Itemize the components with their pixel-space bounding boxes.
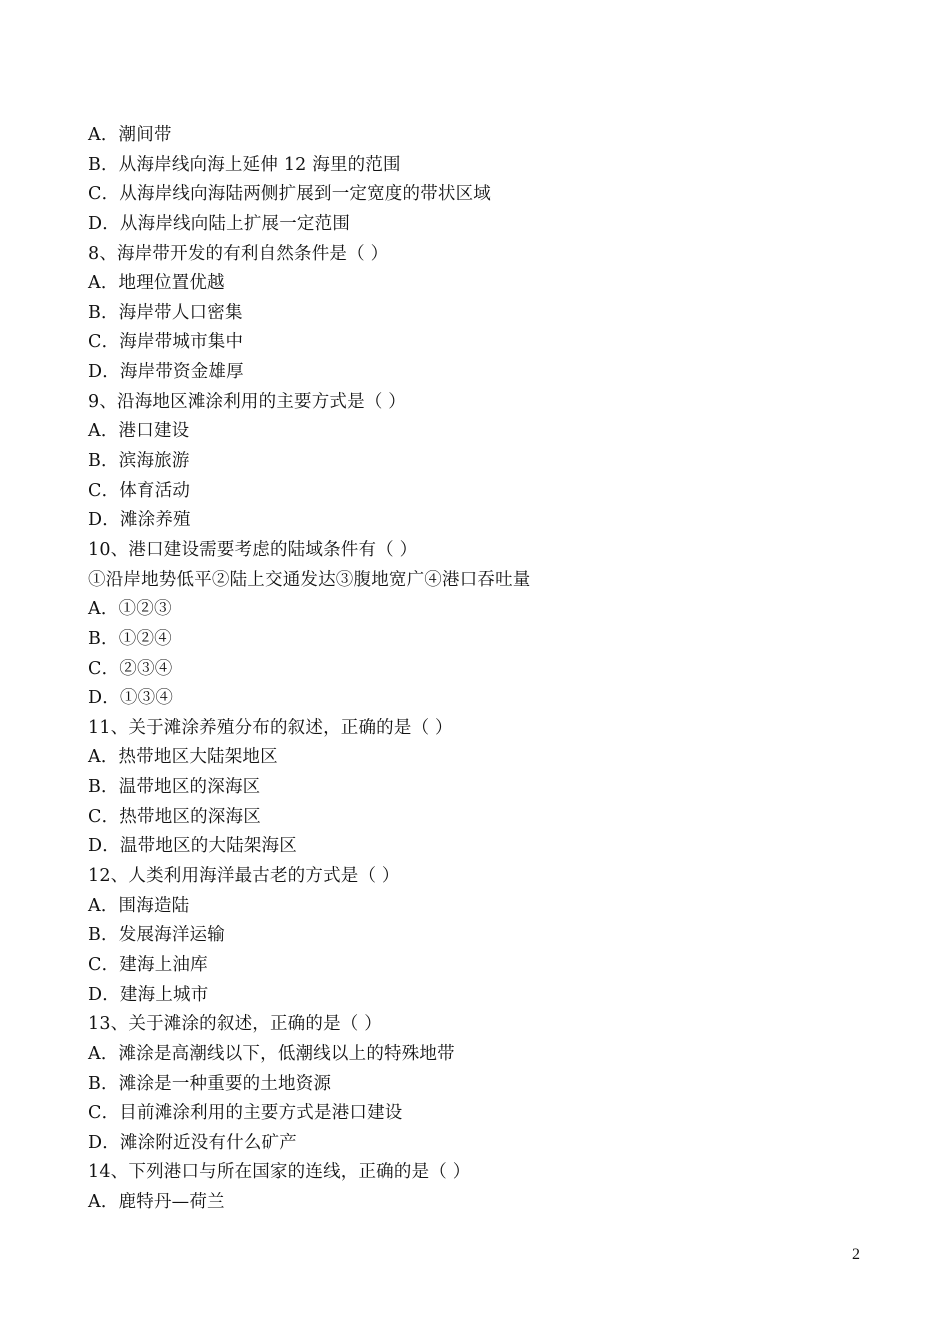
option-line: B．①②④ [88, 628, 172, 649]
option-line: C．体育活动 [88, 480, 191, 501]
option-line: D．建海上城市 [88, 984, 209, 1005]
question-line: 10、港口建设需要考虑的陆域条件有（ ） [88, 539, 418, 560]
option-line: A．①②③ [88, 599, 172, 620]
question-text-block [88, 121, 868, 1218]
option-line: B．海岸带人口密集 [88, 302, 243, 323]
option-line: C．②③④ [88, 658, 173, 679]
option-line: A．港口建设 [88, 421, 190, 442]
option-line: C．海岸带城市集中 [88, 332, 244, 353]
question-line: 13、关于滩涂的叙述，正确的是（ ） [88, 1014, 382, 1035]
option-line: B．发展海洋运输 [88, 925, 225, 946]
question-line: 11、关于滩涂养殖分布的叙述，正确的是（ ） [88, 717, 453, 738]
option-line: D．①③④ [88, 688, 174, 709]
option-line: C．目前滩涂利用的主要方式是港口建设 [88, 1103, 403, 1124]
question-line: 14、下列港口与所在国家的连线，正确的是（ ） [88, 1162, 471, 1183]
option-line: B．滨海旅游 [88, 451, 190, 472]
option-line: A．鹿特丹—荷兰 [88, 1192, 225, 1213]
option-line: A．热带地区大陆架地区 [88, 747, 278, 768]
option-line: C．从海岸线向海陆两侧扩展到一定宽度的带状区域 [88, 184, 491, 205]
option-line: A．潮间带 [88, 125, 172, 145]
question-line: 12、人类利用海洋最古老的方式是（ ） [88, 866, 400, 887]
page-number: 2 [852, 1246, 860, 1263]
option-line: C．建海上油库 [88, 954, 208, 975]
option-line: D．滩涂附近没有什么矿产 [88, 1132, 297, 1153]
option-line: B．从海岸线向海上延伸 12 海里的范围 [88, 154, 401, 175]
option-line: A．地理位置优越 [88, 273, 225, 294]
option-line: A．围海造陆 [88, 895, 190, 916]
option-line: D．海岸带资金雄厚 [88, 362, 244, 383]
option-line: B．温带地区的深海区 [88, 777, 261, 798]
option-line: D．从海岸线向陆上扩展一定范围 [88, 213, 351, 234]
option-line: D．滩涂养殖 [88, 510, 191, 531]
question-line: 8、海岸带开发的有利自然条件是（ ） [88, 243, 389, 264]
option-line: D．温带地区的大陆架海区 [88, 836, 297, 857]
option-line: B．滩涂是一种重要的土地资源 [88, 1073, 332, 1094]
option-line: A．滩涂是高潮线以下，低潮线以上的特殊地带 [88, 1043, 455, 1064]
option-line: C．热带地区的深海区 [88, 806, 261, 827]
condition-list-line: ①沿岸地势低平②陆上交通发达③腹地宽广④港口吞吐量 [88, 569, 531, 590]
question-line: 9、沿海地区滩涂利用的主要方式是（ ） [88, 391, 406, 412]
